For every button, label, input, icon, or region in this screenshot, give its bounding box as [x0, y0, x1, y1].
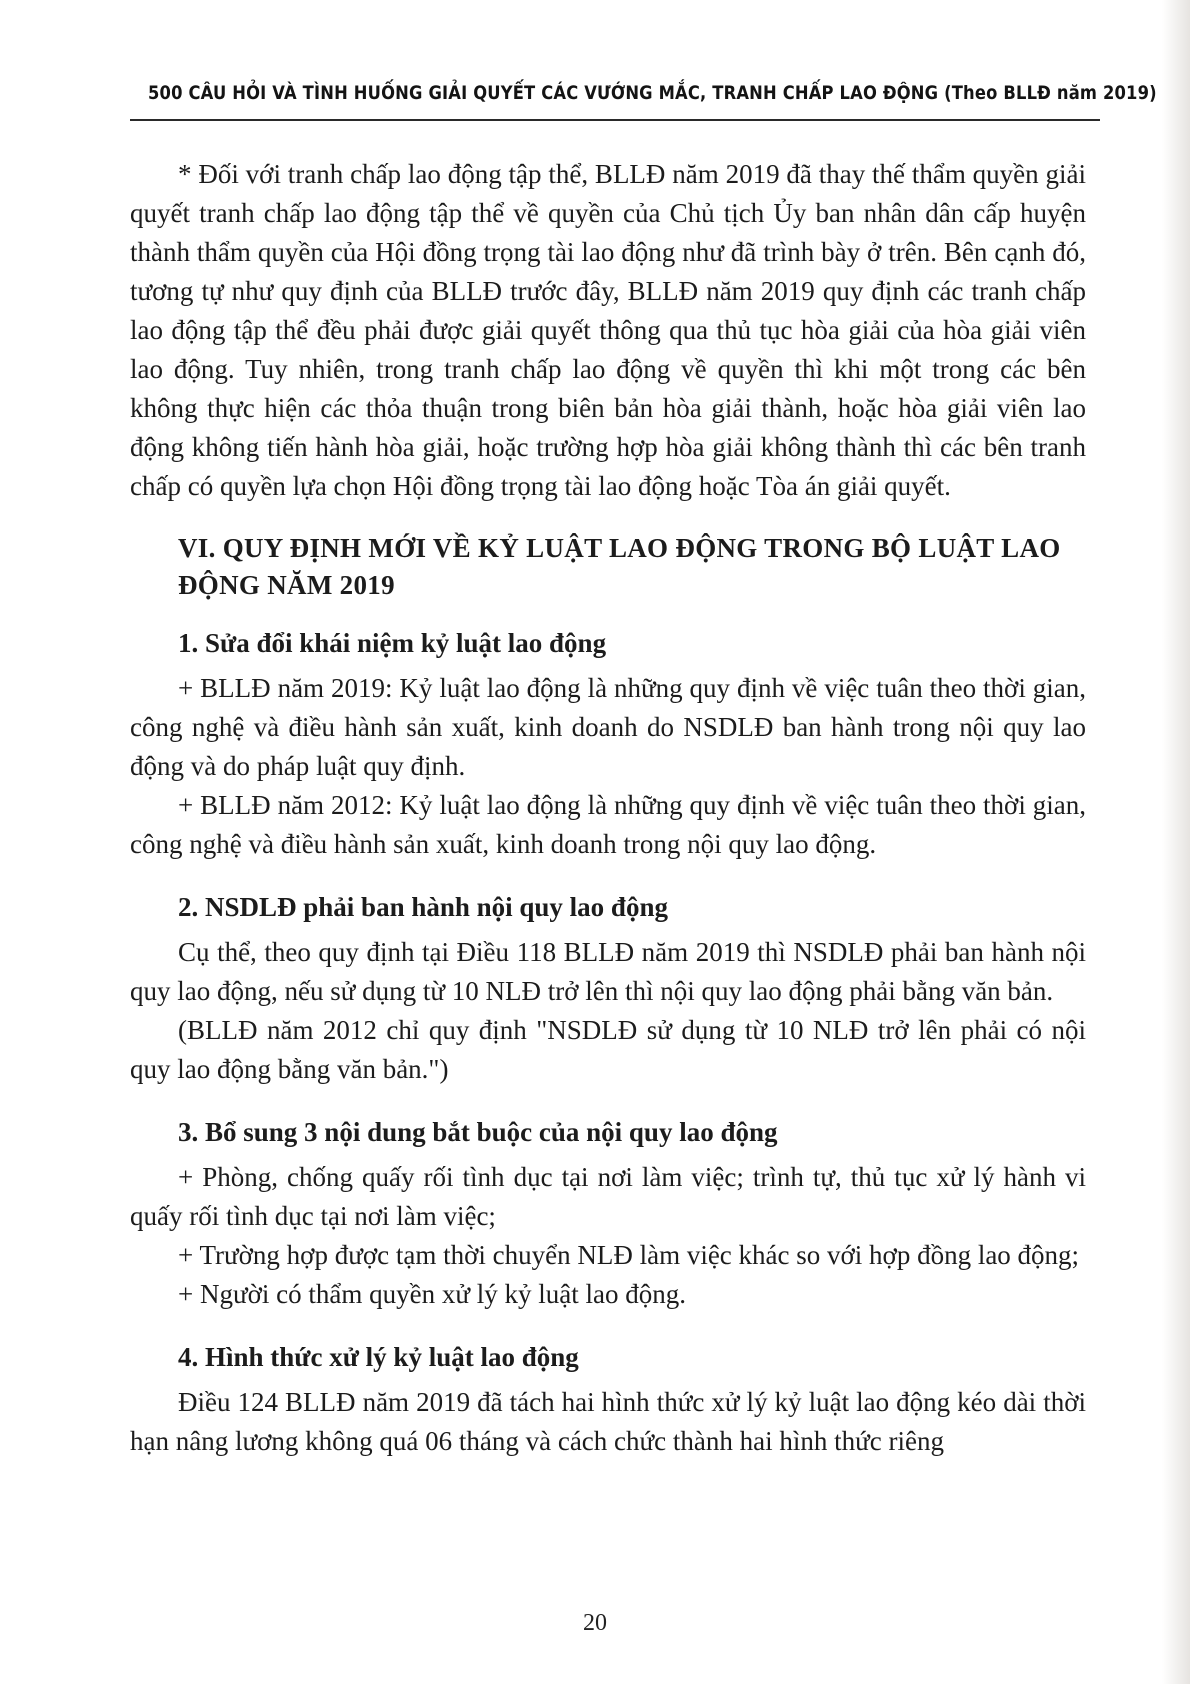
subsection-2-paragraph-1: Cụ thể, theo quy định tại Điều 118 BLLĐ năm 2019 thì NSDLĐ phải ban hành nội quy lao động, nếu sử dụng từ 10 NLĐ trở lên thì nội quy lao động phải bằng văn bản. — [130, 937, 1086, 1006]
subsection-3-paragraph-1: + Phòng, chống quấy rối tình dục tại nơi làm việc; trình tự, thủ tục xử lý hành vi quấy rối tình dục tại nơi làm việc; — [130, 1162, 1086, 1231]
subsection-1-title: 1. Sửa đổi khái niệm kỷ luật lao động — [178, 628, 607, 658]
header-divider — [130, 119, 1100, 121]
subsection-1-paragraph-1: + BLLĐ năm 2019: Kỷ luật lao động là những quy định về việc tuân theo thời gian, công nghệ và điều hành sản xuất, kinh doanh do NSDLĐ ban hành trong nội quy lao động và do pháp luật quy định. — [130, 673, 1086, 781]
subsection-1-paragraph-2: + BLLĐ năm 2012: Kỷ luật lao động là những quy định về việc tuân theo thời gian, công nghệ và điều hành sản xuất, kinh doanh trong nội quy lao động. — [130, 790, 1086, 859]
page-number: 20 — [583, 1610, 607, 1636]
page-content — [130, 155, 1086, 1461]
intro-paragraph: * Đối với tranh chấp lao động tập thể, BLLĐ năm 2019 đã thay thế thẩm quyền giải quyết tranh chấp lao động tập thể về quyền của Chủ tịch Ủy ban nhân dân cấp huyện thành thẩm quyền của Hội đồng trọng tài lao động như đã trình bày ở trên. Bên cạnh đó, tương tự như quy định của BLLĐ trước đây, BLLĐ năm 2019 quy định các tranh chấp lao động tập thể đều phải được giải quyết thông qua thủ tục hòa giải của hòa giải viên lao động. Tuy nhiên, trong tranh chấp lao động về quyền thì khi một trong các bên không thực hiện các thỏa thuận trong biên bản hòa giải thành, hoặc hòa giải viên lao động không tiến hành hòa giải, hoặc trường hợp hòa giải không thành thì các bên tranh chấp có quyền lựa chọn Hội đồng trọng tài lao động hoặc Tòa án giải quyết. — [130, 159, 1086, 501]
subsection-3-title: 3. Bổ sung 3 nội dung bắt buộc của nội quy lao động — [178, 1117, 778, 1147]
running-header: 500 CÂU HỎI VÀ TÌNH HUỐNG GIẢI QUYẾT CÁC VƯỚNG MẮC, TRANH CHẤP LAO ĐỘNG (Theo BLLĐ năm 2019) — [148, 82, 1157, 104]
section-title: VI. QUY ĐỊNH MỚI VỀ KỶ LUẬT LAO ĐỘNG TRONG BỘ LUẬT LAO ĐỘNG NĂM 2019 — [178, 533, 1061, 600]
subsection-4-paragraph-1: Điều 124 BLLĐ năm 2019 đã tách hai hình thức xử lý kỷ luật lao động kéo dài thời hạn nâng lương không quá 06 tháng và cách chức thành hai hình thức riêng — [130, 1387, 1086, 1456]
subsection-4-title: 4. Hình thức xử lý kỷ luật lao động — [178, 1342, 579, 1372]
page-edge-shadow — [1162, 0, 1190, 1684]
subsection-3-paragraph-3: + Người có thẩm quyền xử lý kỷ luật lao động. — [178, 1279, 686, 1309]
subsection-3-paragraph-2: + Trường hợp được tạm thời chuyển NLĐ làm việc khác so với hợp đồng lao động; — [178, 1240, 1080, 1270]
subsection-2-paragraph-2: (BLLĐ năm 2012 chỉ quy định "NSDLĐ sử dụng từ 10 NLĐ trở lên phải có nội quy lao động bằng văn bản.") — [130, 1015, 1086, 1084]
subsection-2-title: 2. NSDLĐ phải ban hành nội quy lao động — [178, 892, 668, 922]
